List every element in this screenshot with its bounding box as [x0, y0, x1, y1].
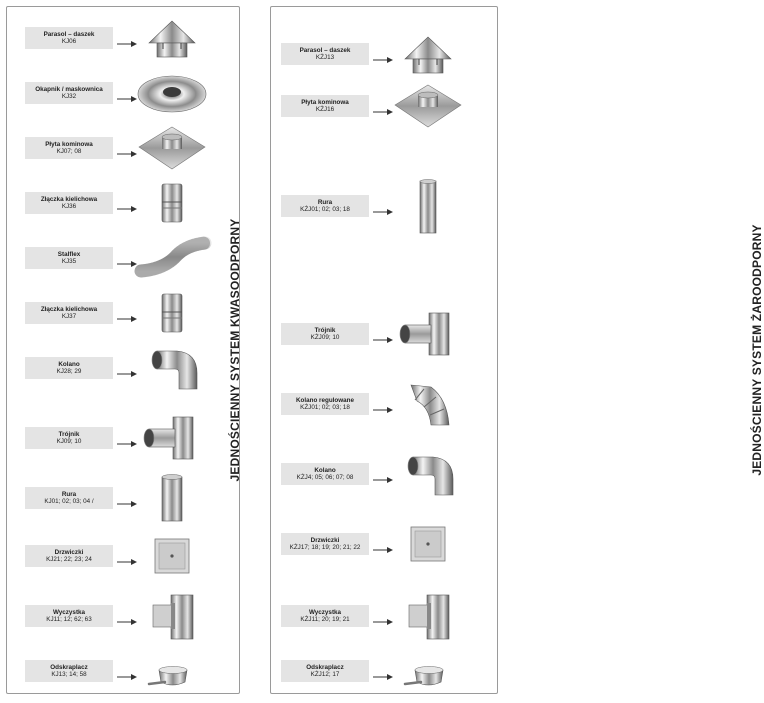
product-label	[25, 545, 113, 567]
product-code: KJ21; 22; 23; 24	[46, 556, 92, 563]
product-item-trojnik	[271, 315, 491, 355]
product-name: Okapnik / maskownica	[35, 85, 103, 93]
product-label	[25, 192, 113, 214]
product-name: Złączka kielichowa	[40, 305, 98, 313]
product-label	[281, 43, 369, 65]
arrow-right-icon	[117, 35, 137, 43]
product-code: KŻJ16	[315, 106, 335, 113]
arrow-right-icon	[373, 471, 393, 479]
product-code: KŻJ17; 18; 19; 20; 21; 22	[289, 544, 361, 551]
product-code: KŻJ09; 10	[310, 334, 340, 341]
door-icon	[391, 519, 465, 571]
product-code: KJ32	[61, 93, 77, 100]
arrow-right-icon	[117, 613, 137, 621]
product-name: Płyta kominowa	[301, 98, 349, 106]
product-item-drzwiczki	[271, 525, 491, 565]
product-item-parasol-daszek	[7, 19, 227, 59]
elbow-icon	[391, 449, 465, 501]
arrow-right-icon	[117, 668, 137, 676]
product-name: Trójnik	[314, 326, 336, 334]
arrow-right-icon	[373, 401, 393, 409]
adjustable-elbow-icon	[391, 379, 465, 431]
product-item-rura	[7, 479, 227, 519]
socket-connector-icon	[135, 288, 209, 340]
arrow-right-icon	[117, 200, 137, 208]
flexible-pipe-icon	[135, 233, 209, 285]
product-code: KJ06	[61, 38, 77, 45]
socket-connector-icon	[135, 178, 209, 230]
product-item-plyta-kominowa	[7, 129, 227, 169]
product-label	[25, 27, 113, 49]
product-code: KJ37	[61, 313, 77, 320]
product-item-odskraplacz	[7, 652, 227, 692]
product-code: KŻJ11; 20; 19; 21	[300, 616, 350, 623]
product-item-kolano	[271, 455, 491, 495]
arrow-right-icon	[373, 203, 393, 211]
right-system-title: JEDNOŚCIENNY SYSTEM ŻAROODPORNY	[750, 224, 764, 476]
arrow-right-icon	[117, 145, 137, 153]
arrow-right-icon	[373, 541, 393, 549]
arrow-right-icon	[117, 365, 137, 373]
arrow-right-icon	[117, 310, 137, 318]
product-code: KŻJ13	[315, 54, 335, 61]
product-item-rura	[271, 187, 491, 227]
arrow-right-icon	[117, 435, 137, 443]
door-icon	[135, 531, 209, 583]
product-name: Kolano	[314, 466, 336, 474]
arrow-right-icon	[117, 255, 137, 263]
product-item-plyta-kominowa	[271, 87, 491, 127]
product-label	[281, 323, 369, 345]
product-code: KJ35	[61, 258, 77, 265]
product-item-okapnik-maskownica	[7, 74, 227, 114]
product-code: KŻJ01; 02; 03; 18	[300, 206, 350, 213]
condensate-trap-icon	[135, 646, 209, 698]
product-label	[25, 302, 113, 324]
product-item-drzwiczki	[7, 537, 227, 577]
product-code: KŻJ01; 02; 03; 18	[300, 404, 350, 411]
product-code: KJ01; 02; 03; 04 /	[44, 498, 94, 505]
product-item-odskraplacz	[271, 652, 491, 692]
product-label	[25, 487, 113, 509]
arrow-right-icon	[117, 495, 137, 503]
product-name: Wyczystka	[308, 608, 342, 616]
product-code: KJ13; 14; 58	[51, 671, 87, 678]
product-label	[25, 427, 113, 449]
product-name: Parasol – daszek	[299, 46, 351, 54]
tee-icon	[135, 413, 209, 465]
product-code: KJ36	[61, 203, 77, 210]
tee-icon	[391, 309, 465, 361]
arrow-right-icon	[373, 51, 393, 59]
product-name: Wyczystka	[52, 608, 86, 616]
product-name: Złączka kielichowa	[40, 195, 98, 203]
elbow-icon	[135, 343, 209, 395]
left-system-title: JEDNOŚCIENNY SYSTEM KWASOODPORNY	[228, 218, 242, 482]
product-name: Odskraplacz	[50, 663, 88, 671]
product-label	[25, 82, 113, 104]
product-label	[281, 605, 369, 627]
left-system-panel	[6, 6, 240, 694]
condensate-trap-icon	[391, 646, 465, 698]
product-label	[281, 95, 369, 117]
chimney-plate-icon	[135, 123, 209, 175]
product-name: Odskraplacz	[306, 663, 344, 671]
product-label	[281, 660, 369, 682]
arrow-right-icon	[373, 103, 393, 111]
product-code: KŻJ12; 17	[310, 671, 340, 678]
product-item-trojnik	[7, 419, 227, 459]
arrow-right-icon	[373, 613, 393, 621]
product-label	[25, 137, 113, 159]
product-name: Rura	[61, 490, 77, 498]
product-item-kolano-regulowane	[271, 385, 491, 425]
product-label	[281, 463, 369, 485]
chimney-plate-icon	[391, 81, 465, 133]
product-code: KŻJ4; 05; 06; 07; 08	[296, 474, 354, 481]
product-code: KJ07; 08	[56, 148, 82, 155]
product-name: Kolano	[58, 360, 80, 368]
short-pipe-icon	[135, 473, 209, 525]
product-item-zlaczka-kielichowa	[7, 184, 227, 224]
product-name: Kolano regulowane	[295, 396, 355, 404]
product-label	[25, 660, 113, 682]
cleanout-icon	[135, 591, 209, 643]
product-label	[25, 605, 113, 627]
product-code: KJ11; 12; 62; 63	[46, 616, 92, 623]
product-name: Rura	[317, 198, 333, 206]
product-label	[281, 393, 369, 415]
right-system-panel	[270, 6, 764, 694]
product-item-wyczystka	[7, 597, 227, 637]
product-name: Drzwiczki	[54, 548, 84, 556]
product-label	[281, 533, 369, 555]
product-name: Drzwiczki	[310, 536, 340, 544]
product-item-zlaczka-kielichowa	[7, 294, 227, 334]
product-label	[281, 195, 369, 217]
product-item-parasol-daszek	[271, 35, 491, 75]
product-item-stalflex	[7, 239, 227, 279]
flashing-cone-icon	[135, 68, 209, 120]
product-name: Trójnik	[58, 430, 80, 438]
product-code: KJ09; 10	[56, 438, 82, 445]
long-pipe-icon	[391, 181, 465, 233]
product-label	[25, 357, 113, 379]
product-name: Parasol – daszek	[43, 30, 95, 38]
product-name: Płyta kominowa	[45, 140, 93, 148]
product-item-wyczystka	[271, 597, 491, 637]
arrow-right-icon	[373, 331, 393, 339]
product-name: Stalflex	[57, 250, 81, 258]
parasol-cap-icon	[391, 29, 465, 81]
product-label	[25, 247, 113, 269]
arrow-right-icon	[117, 90, 137, 98]
parasol-cap-icon	[135, 13, 209, 65]
product-item-kolano	[7, 349, 227, 389]
cleanout-icon	[391, 591, 465, 643]
product-code: KJ28; 29	[56, 368, 82, 375]
arrow-right-icon	[373, 668, 393, 676]
arrow-right-icon	[117, 553, 137, 561]
